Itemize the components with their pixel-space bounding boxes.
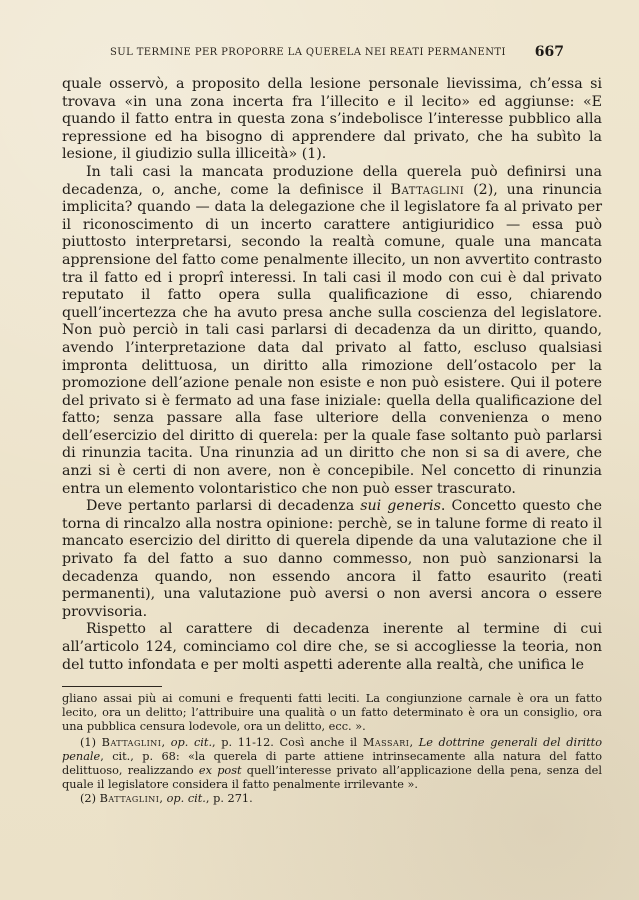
- footnote-1-title: Le dottrine generali del diritto penale: [62, 735, 603, 763]
- footnote-1-sep: ,: [409, 735, 419, 749]
- footnote-continuation: gliano assai più ai comuni e frequenti fatti leciti. La congiunzione carnale è ora un fatto lecito, ora un delitto; l’attribuire una qualità o un fatto determinato è ora un consiglio, ora una pubblica censura lodevole, ora un delitto, ecc. ».: [62, 692, 602, 734]
- footnote-1-citation: op. cit.: [170, 735, 213, 749]
- footnote-1-number: (1): [80, 735, 102, 749]
- footnote-2-text: , p. 271.: [205, 792, 253, 806]
- page-header: [110, 44, 564, 62]
- footnote-1-ex-post: ex post: [198, 764, 242, 778]
- paragraph-1: quale osservò, a proposito della lesione personale lievissima, ch’essa si trovava «in una zona incerta fra l’illecito e il lecito» ed aggiunse: «E quando il fatto entra in questa zona s’indebolisce l’interesse pubblico alla repressione ed ha bisogno di apprendere dal privato, che ha subìto la lesione, il giudizio sulla illiceità» (1).: [62, 76, 602, 163]
- footnote-2-citation: op. cit.: [166, 792, 206, 806]
- paragraph-2-text-b: (2), una rinuncia implicita? quando — data la delegazione che il legislatore fa al privato per il riconoscimento di un incerto carattere antigiuridico — essa può piuttosto interpretarsi, secondo la realtà comune, quale una mancata apprensione del fatto come penalmente illecito, un non avvertito contrasto tra il fatto ed i proprî interessi. In tali casi il modo con cui è dal privato reputato il fatto opera sulla qualificazione di esso, chiarendo quell’incertezza che ha avuto presa anche sulla coscienza del legislatore. Non può perciò in tali casi parlarsi di decadenza da un diritto, quando, avendo l’interpretazione data dal privato al fatto, escluso qualsiasi impronta delittuosa, un diritto alla rimozione dell’ostacolo per la promozione dell’azione penale non esiste e non può esistere. Qui il potere del privato si è fermato ad una fase iniziale: quella della qualificazione del fatto; senza passare alla fase ulteriore della convenienza o meno dell’esercizio del diritto di querela: per la quale fase soltanto può parlarsi di rinunzia tacita. Una rinunzia ad un diritto che non si sa di avere, che anzi si è certi di non avere, non è concepibile. Nel concetto di rinunzia entra un elemento volontaristico che non può esser trascurato.: [62, 181, 602, 497]
- page-number: 667: [534, 44, 564, 60]
- footnote-2-sep: ,: [159, 792, 167, 806]
- footnote-1-author-1: Battaglini: [101, 735, 162, 749]
- footnote-2-author: Battaglini: [99, 792, 160, 806]
- latin-term: sui generis: [360, 498, 441, 515]
- footnote-2: [62, 792, 602, 806]
- footnote-2-number: (2): [80, 792, 100, 806]
- footnote-1-text-b: , cit., p. 68: «la querela di parte attiene intrinsecamente alla natura del fatto delittuoso, realizzando: [62, 749, 602, 778]
- paragraph-3-text-b: . Concetto questo che torna di rincalzo alla nostra opinione: perchè, se in talune forme di reato il mancato esercizio del diritto di querela dipende da una valutazione che il privato fa del fatto a suo danno commesso, non può sanzionarsi la decadenza quando, non essendo ancora il fatto esaurito (reati permanenti), una valutazione può aversi o non aversi ancora o essere provvisoria.: [62, 498, 602, 620]
- footnote-1: (1) Battaglini, op. cit., p. 11-12. Così anche il Massari, Le dottrine generali del diritto penale, cit., p. 68: «la querela di parte attiene intrinsecamente alla natura del fatto delittuoso, realizzando ex post quell’interesse privato all’applicazione della pena, senza del quale il legislatore considera il fatto penalmente irrilevante ».: [62, 735, 603, 792]
- footnote-1-text-c: quell’interesse privato all’applicazione della pena, senza del quale il legislatore considera il fatto penalmente irrilevante ».: [62, 764, 602, 792]
- footnote-rule: [62, 686, 162, 687]
- footnote-1-author-2: Massari: [362, 735, 410, 749]
- main-text: [62, 76, 602, 674]
- paragraph-2: [62, 164, 602, 498]
- running-head: SUL TERMINE PER PROPORRE LA QUERELA NEI REATI PERMANENTI: [110, 47, 506, 58]
- paragraph-2-text-a: In tali casi la mancata produzione della querela può definirsi una decadenza, o, anche, come la definisce il: [62, 163, 602, 198]
- footnote-1-text-a: , p. 11-12. Così anche il: [212, 735, 363, 749]
- author-name: Battaglini: [390, 181, 465, 198]
- paragraph-4: Rispetto al carattere di decadenza inerente al termine di cui all’articolo 124, cominciamo col dire che, se si accogliesse la teoria, non del tutto infondata e per molti aspetti aderente alla realtà, che unifica le: [62, 621, 602, 673]
- footnotes: [62, 692, 602, 807]
- paragraph-3: [62, 498, 602, 621]
- paragraph-3-text-a: Deve pertanto parlarsi di decadenza: [86, 498, 361, 515]
